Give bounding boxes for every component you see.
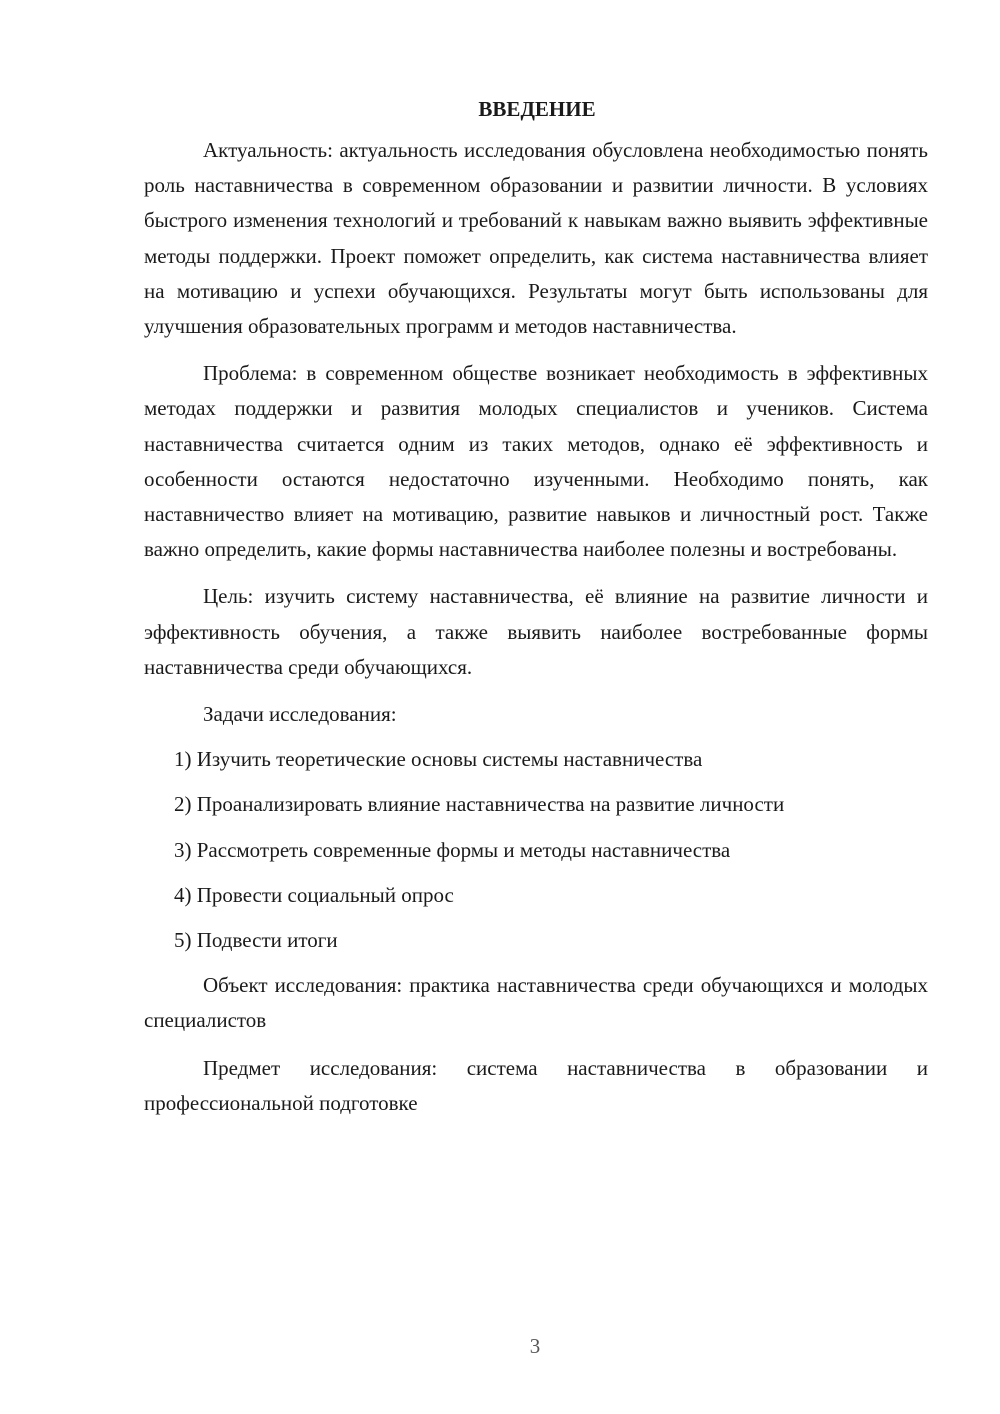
list-item: 2) Проанализировать влияние наставничества на развитие личности [174,792,785,817]
list-item: 5) Подвести итоги [174,928,338,953]
document-page [144,92,928,1121]
problem-paragraph: Проблема: в современном обществе возникает необходимость в эффективных методах поддержки и развития молодых специалистов и учеников. Система наставничества считается одним из таких методов, однако её эффективность и особенности остаются недостаточно изученными. Необходимо понять, как наставничество влияет на мотивацию, развитие навыков и личностный рост. Также важно определить, какие формы наставничества наиболее полезны и востребованы. [144,361,928,562]
tasks-heading: Задачи исследования: [203,702,397,727]
object-paragraph: Объект исследования: практика наставничества среди обучающихся и молодых специалистов [144,973,928,1033]
relevance-paragraph: Актуальность: актуальность исследования обусловлена необходимостью понять роль наставничества в современном образовании и развитии личности. В условиях быстрого изменения технологий и требований к навыкам важно выявить эффективные методы поддержки. Проект поможет определить, как система наставничества влияет на мотивацию и успехи обучающихся. Результаты могут быть использованы для улучшения образовательных программ и методов наставничества. [144,138,928,339]
subject-paragraph: Предмет исследования: система наставничества в образовании и профессиональной подготовке [144,1055,928,1115]
list-item: 3) Рассмотреть современные формы и методы наставничества [174,837,731,862]
page-number: 3 [529,1334,541,1358]
list-item: 4) Провести социальный опрос [174,882,454,907]
goal-paragraph: Цель: изучить систему наставничества, её влияние на развитие личности и эффективность обучения, а также выявить наиболее востребованные формы наставничества среди обучающихся. [144,584,928,679]
tasks-list [144,742,928,958]
list-item: 1) Изучить теоретические основы системы наставничества [174,747,703,772]
page-title: ВВЕДЕНИЕ [478,97,596,121]
